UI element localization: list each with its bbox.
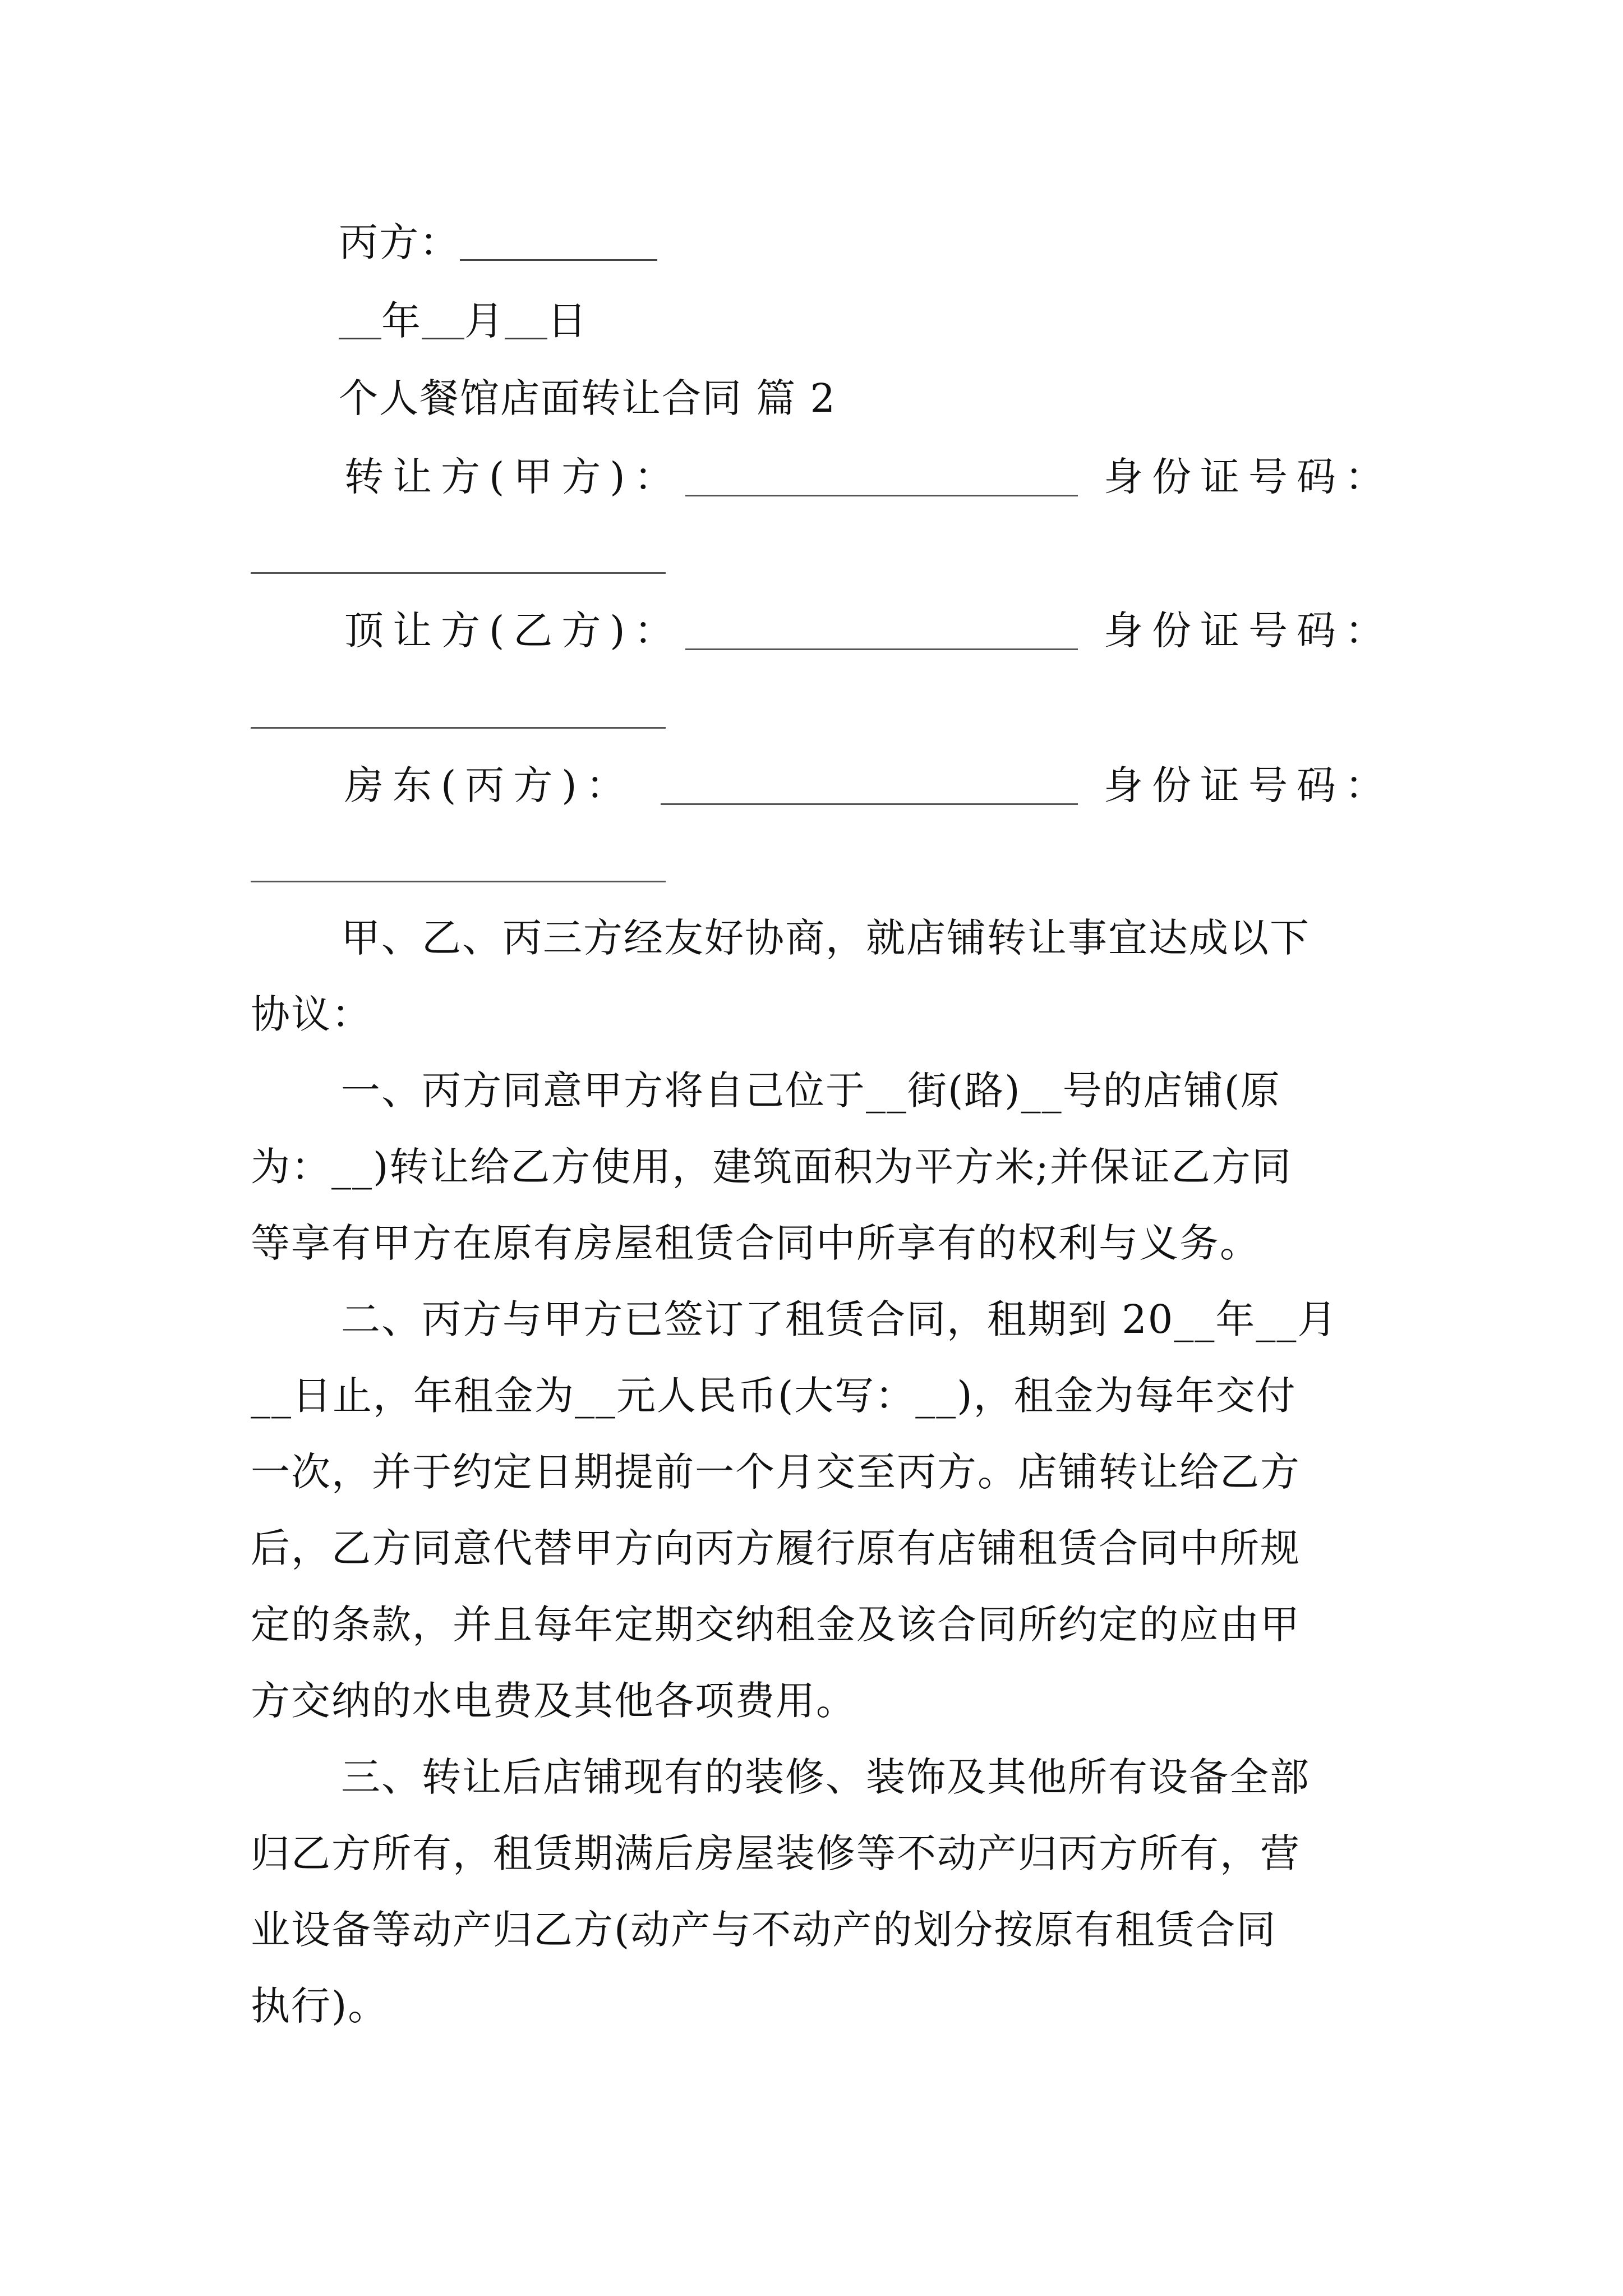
clause3-line-2: 归乙方所有，租赁期满后房屋装修等不动产归丙方所有，营	[251, 1830, 1301, 1876]
clause2-line-3: 一次，并于约定日期提前一个月交至丙方。店铺转让给乙方	[251, 1449, 1301, 1495]
day-label: 日	[547, 298, 588, 344]
party-a-name-blank	[685, 495, 1078, 496]
party-c-blank	[460, 214, 657, 261]
party-b-id-label: 身份证号码：	[1104, 608, 1393, 654]
party-c-label: 丙方：	[339, 219, 460, 265]
clause2-line-5: 定的条款，并且每年定期交纳租金及该合同所约定的应由甲	[251, 1602, 1301, 1648]
party-b-name-blank	[685, 648, 1078, 650]
clause2-line-6: 方交纳的水电费及其他各项费用。	[251, 1678, 856, 1724]
clause3-line-1: 三、转让后店铺现有的装修、装饰及其他所有设备全部	[341, 1754, 1310, 1800]
clause2-line-2: __日止，年租金为__元人民币(大写：__)，租金为每年交付	[251, 1373, 1297, 1419]
month-label: 月	[464, 298, 505, 344]
party-b-label: 顶让方(乙方)：	[344, 608, 683, 654]
clause2-line-1: 二、丙方与甲方已签订了租赁合同，租期到 20__年__月	[341, 1296, 1338, 1342]
date-line	[339, 293, 588, 349]
party-c-label-2: 房东(丙方)：	[344, 762, 634, 808]
year-label: 年	[381, 298, 422, 344]
month-blank	[422, 293, 464, 339]
year-blank	[339, 293, 381, 339]
party-a-id-blank	[251, 572, 666, 574]
party-c-name-blank	[661, 803, 1078, 805]
clause3-line-3: 业设备等动产归乙方(动产与不动产的划分按原有租赁合同	[251, 1907, 1277, 1953]
party-b-id-blank	[251, 727, 666, 729]
clause2-line-4: 后，乙方同意代替甲方向丙方履行原有店铺租赁合同中所规	[251, 1525, 1301, 1571]
clause1-line-2: 为：__)转让给乙方使用，建筑面积为平方米;并保证乙方同	[251, 1144, 1292, 1190]
intro-line-2: 协议：	[251, 991, 372, 1037]
clause3-line-4: 执行)。	[251, 1983, 389, 2029]
party-c-id-label: 身份证号码：	[1104, 762, 1393, 808]
party-c-signature-line	[339, 214, 657, 270]
day-blank	[505, 293, 547, 339]
party-c-id-blank	[251, 881, 666, 882]
party-a-label: 转让方(甲方)：	[344, 454, 683, 500]
intro-line-1: 甲、乙、丙三方经友好协商，就店铺转让事宜达成以下	[341, 915, 1310, 961]
clause1-line-1: 一、丙方同意甲方将自己位于__街(路)__号的店铺(原	[341, 1068, 1281, 1114]
clause1-line-3: 等享有甲方在原有房屋租赁合同中所享有的权利与义务。	[251, 1220, 1260, 1266]
party-a-id-label: 身份证号码：	[1104, 454, 1393, 500]
document-title: 个人餐馆店面转让合同 篇 2	[339, 375, 837, 421]
